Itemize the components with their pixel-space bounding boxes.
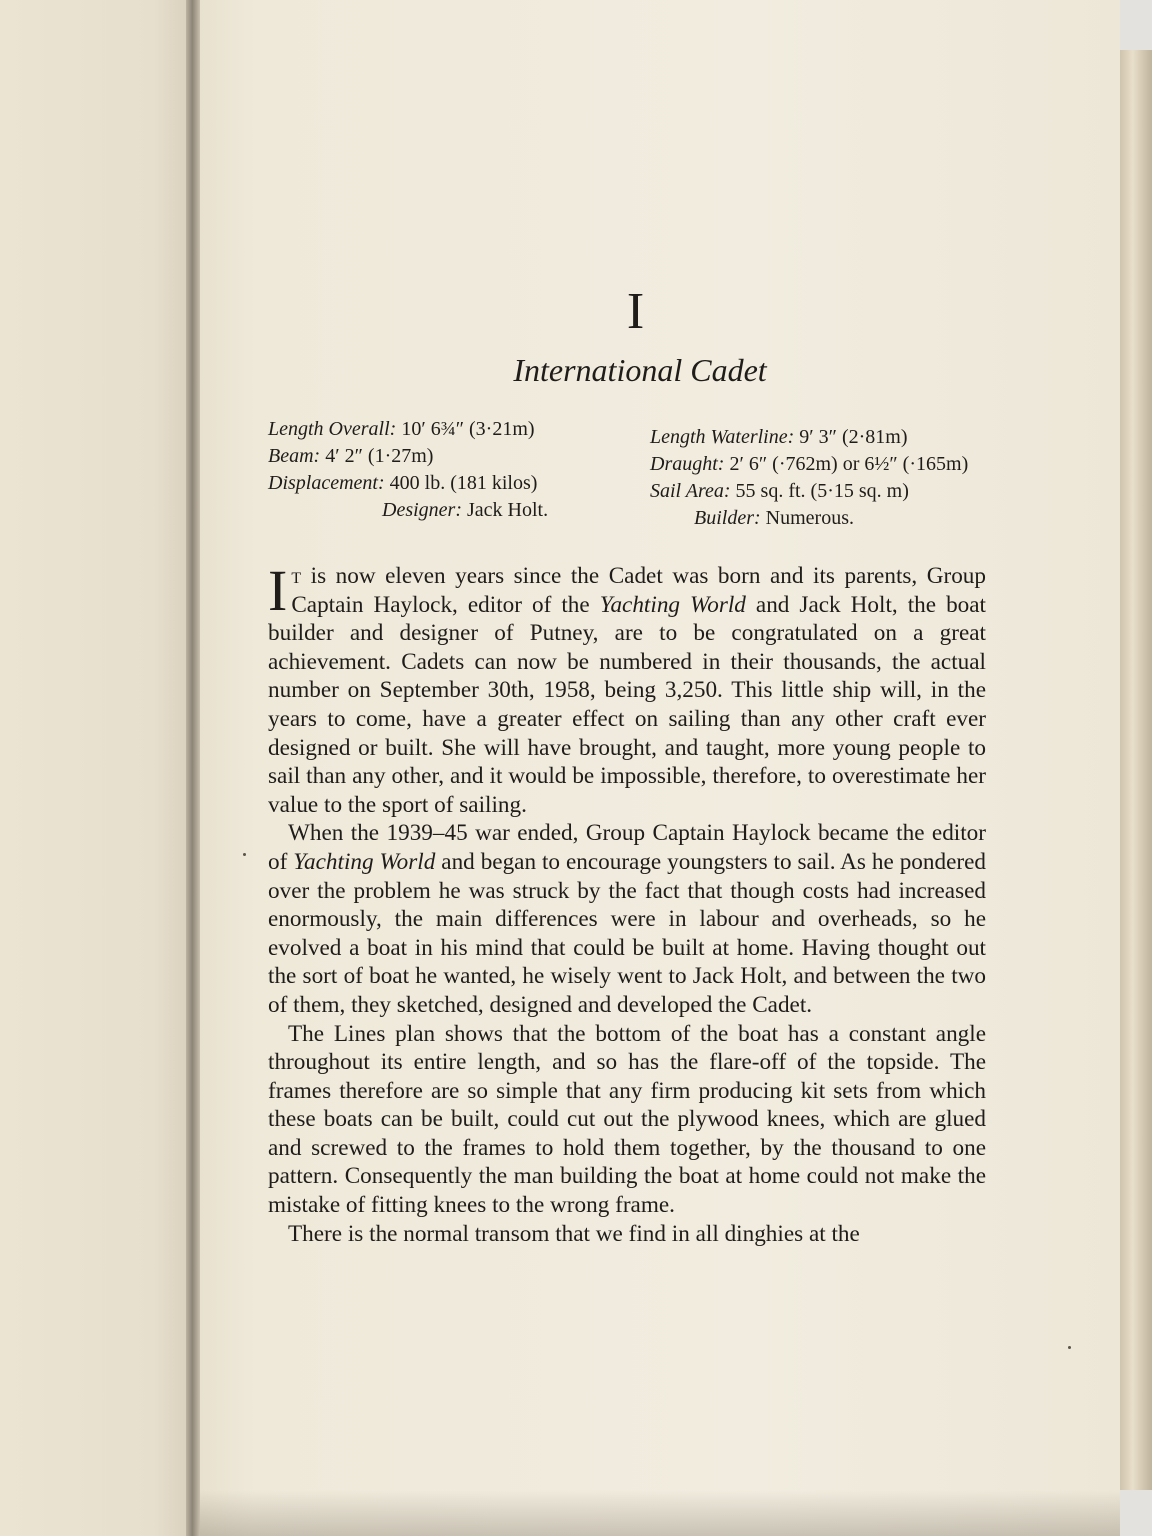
spec-beam [268,443,548,470]
book-cover-edge [1120,50,1152,1490]
paragraph-text: and began to encourage youngsters to sail. As he pondered over the problem he was struck by the fact that though costs had increased enormously, the main differences were in labour and overheads, so he evolved a boat in his mind that could be built at home. Having thought out the sort of boat he wanted, he wisely went to Jack Holt, and between the two of them, they sketched, designed and developed the Cadet. [268,848,986,1018]
chapter-title: International Cadet [513,352,767,388]
paragraph-3: The Lines plan shows that the bottom of the boat has a constant angle throughout its entire length, and so has the flare-off of the topside. The frames therefore are so simple that any firm producing kit sets from which these boats can be built, could cut out the plywood knees, which are glued and screwed to the frames to hold them together, by the thousand to one pattern. Consequently the man building the boat at home could not make the mistake of fitting knees to the wrong frame. [268,1020,986,1219]
spec-designer [268,497,548,524]
paragraph-2 [268,819,986,1019]
spec-sail-area [650,478,968,505]
spec-label: Designer: [382,499,462,521]
spec-label: Draught: [650,453,725,475]
background-top-right [1120,0,1152,50]
spec-label: Beam: [268,445,321,467]
spec-length-waterline [650,424,968,451]
drop-cap: I [268,558,288,623]
spec-value: Jack Holt. [461,499,549,521]
background-bottom-right [1120,1490,1152,1536]
body-text [268,558,986,1248]
spec-value: 2′ 6″ (·762m) or 6½″ (·165m) [724,453,969,475]
spec-value: Numerous. [760,507,854,529]
specs-right-column [650,424,968,532]
book-gutter [186,0,200,1536]
spec-label: Displacement: [268,472,385,494]
spec-value: 4′ 2″ (1·27m) [320,445,434,467]
spec-value: 10′ 6¾″ (3·21m) [396,418,535,440]
speck-mark [1068,1346,1071,1349]
italic-text: Yachting World [293,848,436,875]
italic-text: Yachting World [599,591,746,618]
spec-label: Length Overall: [268,418,397,440]
spec-builder [650,505,968,532]
small-caps-text: t [291,563,302,589]
paragraph-text: and Jack Holt, the boat builder and designer of Putney, are to be congratulated on a great achievement. Cadets can now be numbered in their thousands, the actual number on September 30th, 1958, being 3,250. This little ship will, in the years to come, have a greater effect on sailing than any other craft ever designed or built. She will have brought, and taught, more young people to sail than any other, and it would be impossible, therefore, to overestimate her value to the sport of sailing. [268,591,986,818]
spec-value: 9′ 3″ (2·81m) [794,426,908,448]
spec-length-overall [268,416,548,443]
paragraph-4: There is the normal transom that we find in all dinghies at the [288,1220,860,1247]
spec-value: 400 lb. (181 kilos) [384,472,538,494]
spec-draught [650,451,968,478]
spec-label: Length Waterline: [650,426,795,448]
spec-label: Builder: [694,507,761,529]
specs-left-column [268,416,548,524]
spec-value: 55 sq. ft. (5·15 sq. m) [730,480,909,502]
spec-label: Sail Area: [650,480,731,502]
chapter-number: I [626,283,646,340]
page-bottom-shadow [200,1490,1120,1536]
paragraph-text: When the 1939–45 war ended, Group Captain Haylock became the editor of [268,820,986,875]
spec-displacement [268,470,548,497]
facing-page-left [0,0,192,1536]
paragraph-1 [268,558,986,819]
paragraph-text: is now eleven years since the Cadet was born and its parents, Group Captain Haylock, editor of the [291,563,986,618]
speck-mark [243,853,246,856]
